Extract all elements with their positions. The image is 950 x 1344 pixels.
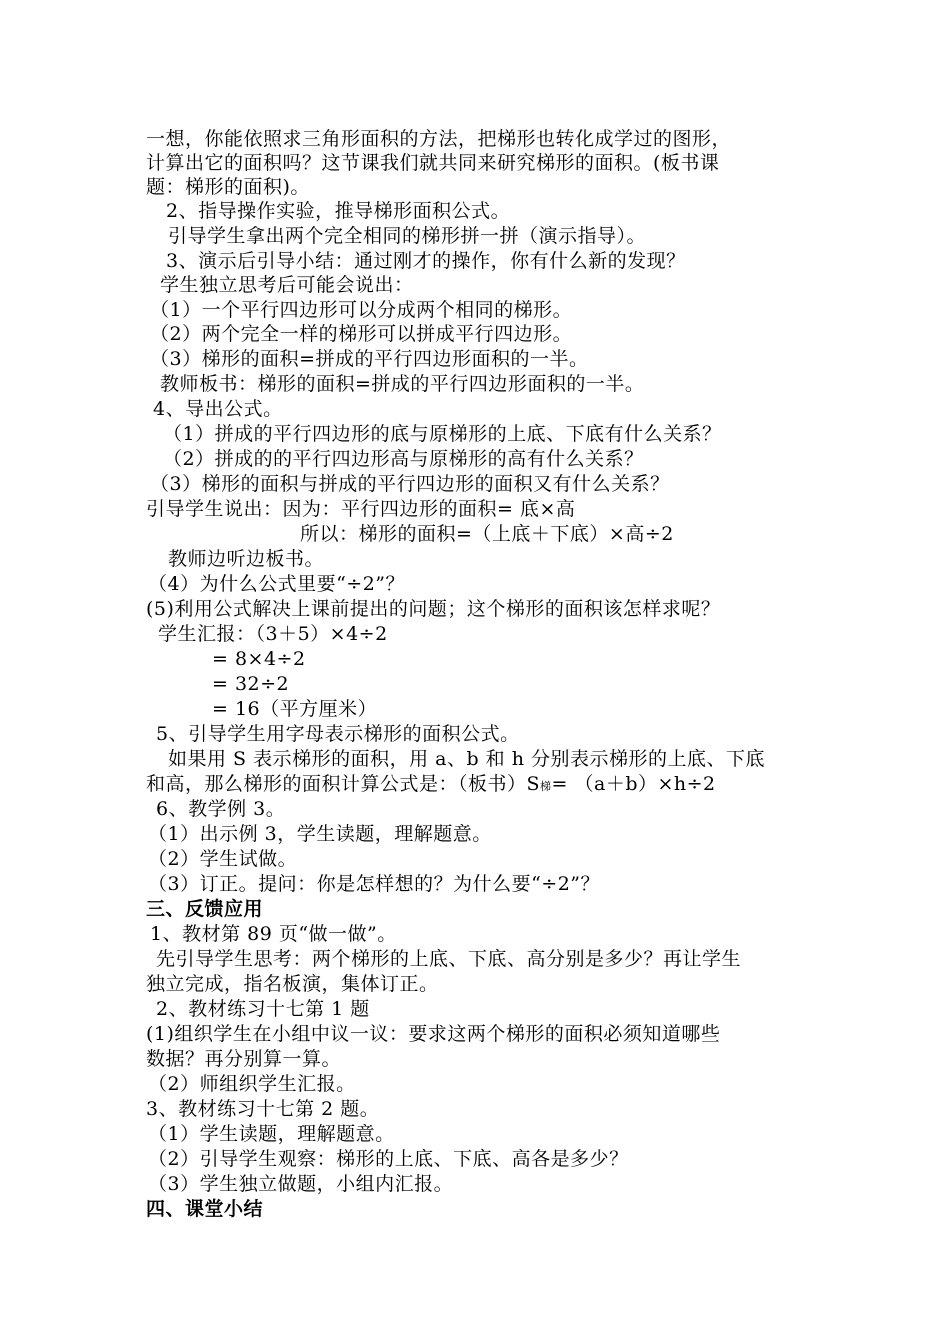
text-line: （2）学生试做。 — [148, 848, 298, 870]
text-line: 所以：梯形的面积=（上底＋下底）×高÷2 — [300, 523, 674, 545]
text-line: （1）拼成的平行四边形的底与原梯形的上底、下底有什么关系？ — [163, 423, 722, 445]
text-line: 学生汇报：（3＋5）×4÷2 — [158, 623, 388, 645]
text-line: 3、教材练习十七第 2 题。 — [146, 1098, 380, 1120]
text-line: （3）学生独立做题，小组内汇报。 — [148, 1173, 454, 1195]
formula-text: 和高，那么梯形的面积计算公式是：（板书）S — [146, 773, 541, 795]
text-line: = 16（平方厘米） — [212, 698, 378, 720]
text-line: = 32÷2 — [212, 673, 290, 695]
text-line: （4）为什么公式里要“÷2”？ — [148, 573, 406, 595]
text-line: （2）引导学生观察：梯形的上底、下底、高各是多少？ — [148, 1148, 629, 1170]
text-line: (1)组织学生在小组中议一议：要求这两个梯形的面积必须知道哪些 — [146, 1023, 721, 1045]
text-line: 一想，你能依照求三角形面积的方法，把梯形也转化成学过的图形， — [146, 128, 732, 150]
text-line: （2）师组织学生汇报。 — [148, 1073, 356, 1095]
text-line: （3）梯形的面积与拼成的平行四边形的面积又有什么关系？ — [150, 473, 670, 495]
text-line: 教师板书：梯形的面积=拼成的平行四边形面积的一半。 — [160, 373, 645, 395]
formula-rest: = （a＋b）×h÷2 — [551, 773, 716, 795]
text-line: 引导学生说出：因为：平行四边形的面积= 底×高 — [146, 498, 576, 520]
text-line: 2、教材练习十七第 1 题 — [156, 998, 370, 1020]
text-line: 2、指导操作实验，推导梯形面积公式。 — [166, 200, 511, 222]
text-line: （3）梯形的面积=拼成的平行四边形面积的一半。 — [150, 348, 589, 370]
text-line: 教师边听边板书。 — [168, 548, 325, 570]
text-line: 数据？再分别算一算。 — [146, 1048, 342, 1070]
text-line: = 8×4÷2 — [212, 648, 306, 670]
section-heading: 四、课堂小结 — [146, 1198, 264, 1220]
text-line: 1、教材第 89 页“做一做”。 — [150, 923, 397, 945]
text-line: （3）订正。提问：你是怎样想的？为什么要“÷2”？ — [148, 873, 601, 895]
text-line: 3、演示后引导小结：通过刚才的操作，你有什么新的发现？ — [166, 250, 686, 272]
text-line: 学生独立思考后可能会说出： — [160, 274, 414, 296]
text-line: （2）拼成的的平行四边形高与原梯形的高有什么关系？ — [163, 448, 644, 470]
text-line: （1）学生读题，理解题意。 — [148, 1123, 395, 1145]
section-heading: 三、反馈应用 — [146, 898, 264, 920]
text-line: 独立完成，指名板演，集体订正。 — [146, 973, 439, 995]
text-line: （2）两个完全一样的梯形可以拼成平行四边形。 — [150, 323, 573, 345]
text-line: （1）出示例 3，学生读题，理解题意。 — [148, 823, 492, 845]
text-line: （1）一个平行四边形可以分成两个相同的梯形。 — [150, 299, 573, 321]
text-line: 5、引导学生用字母表示梯形的面积公式。 — [156, 723, 520, 745]
text-line: 4、导出公式。 — [153, 398, 283, 420]
text-line: 计算出它的面积吗？这节课我们就共同来研究梯形的面积。(板书课 — [146, 152, 720, 174]
text-line: 题：梯形的面积)。 — [146, 176, 310, 198]
text-line: 先引导学生思考：两个梯形的上底、下底、高分别是多少？再让学生 — [156, 948, 742, 970]
formula-subscript: 梯 — [540, 780, 552, 793]
text-line: (5)利用公式解决上课前提出的问题；这个梯形的面积该怎样求呢？ — [146, 598, 721, 620]
formula-line — [146, 772, 716, 796]
text-line: 如果用 S 表示梯形的面积，用 a、b 和 h 分别表示梯形的上底、下底 — [168, 748, 765, 770]
text-line: 6、教学例 3。 — [156, 798, 286, 820]
text-line: 引导学生拿出两个完全相同的梯形拼一拼（演示指导）。 — [168, 225, 647, 247]
